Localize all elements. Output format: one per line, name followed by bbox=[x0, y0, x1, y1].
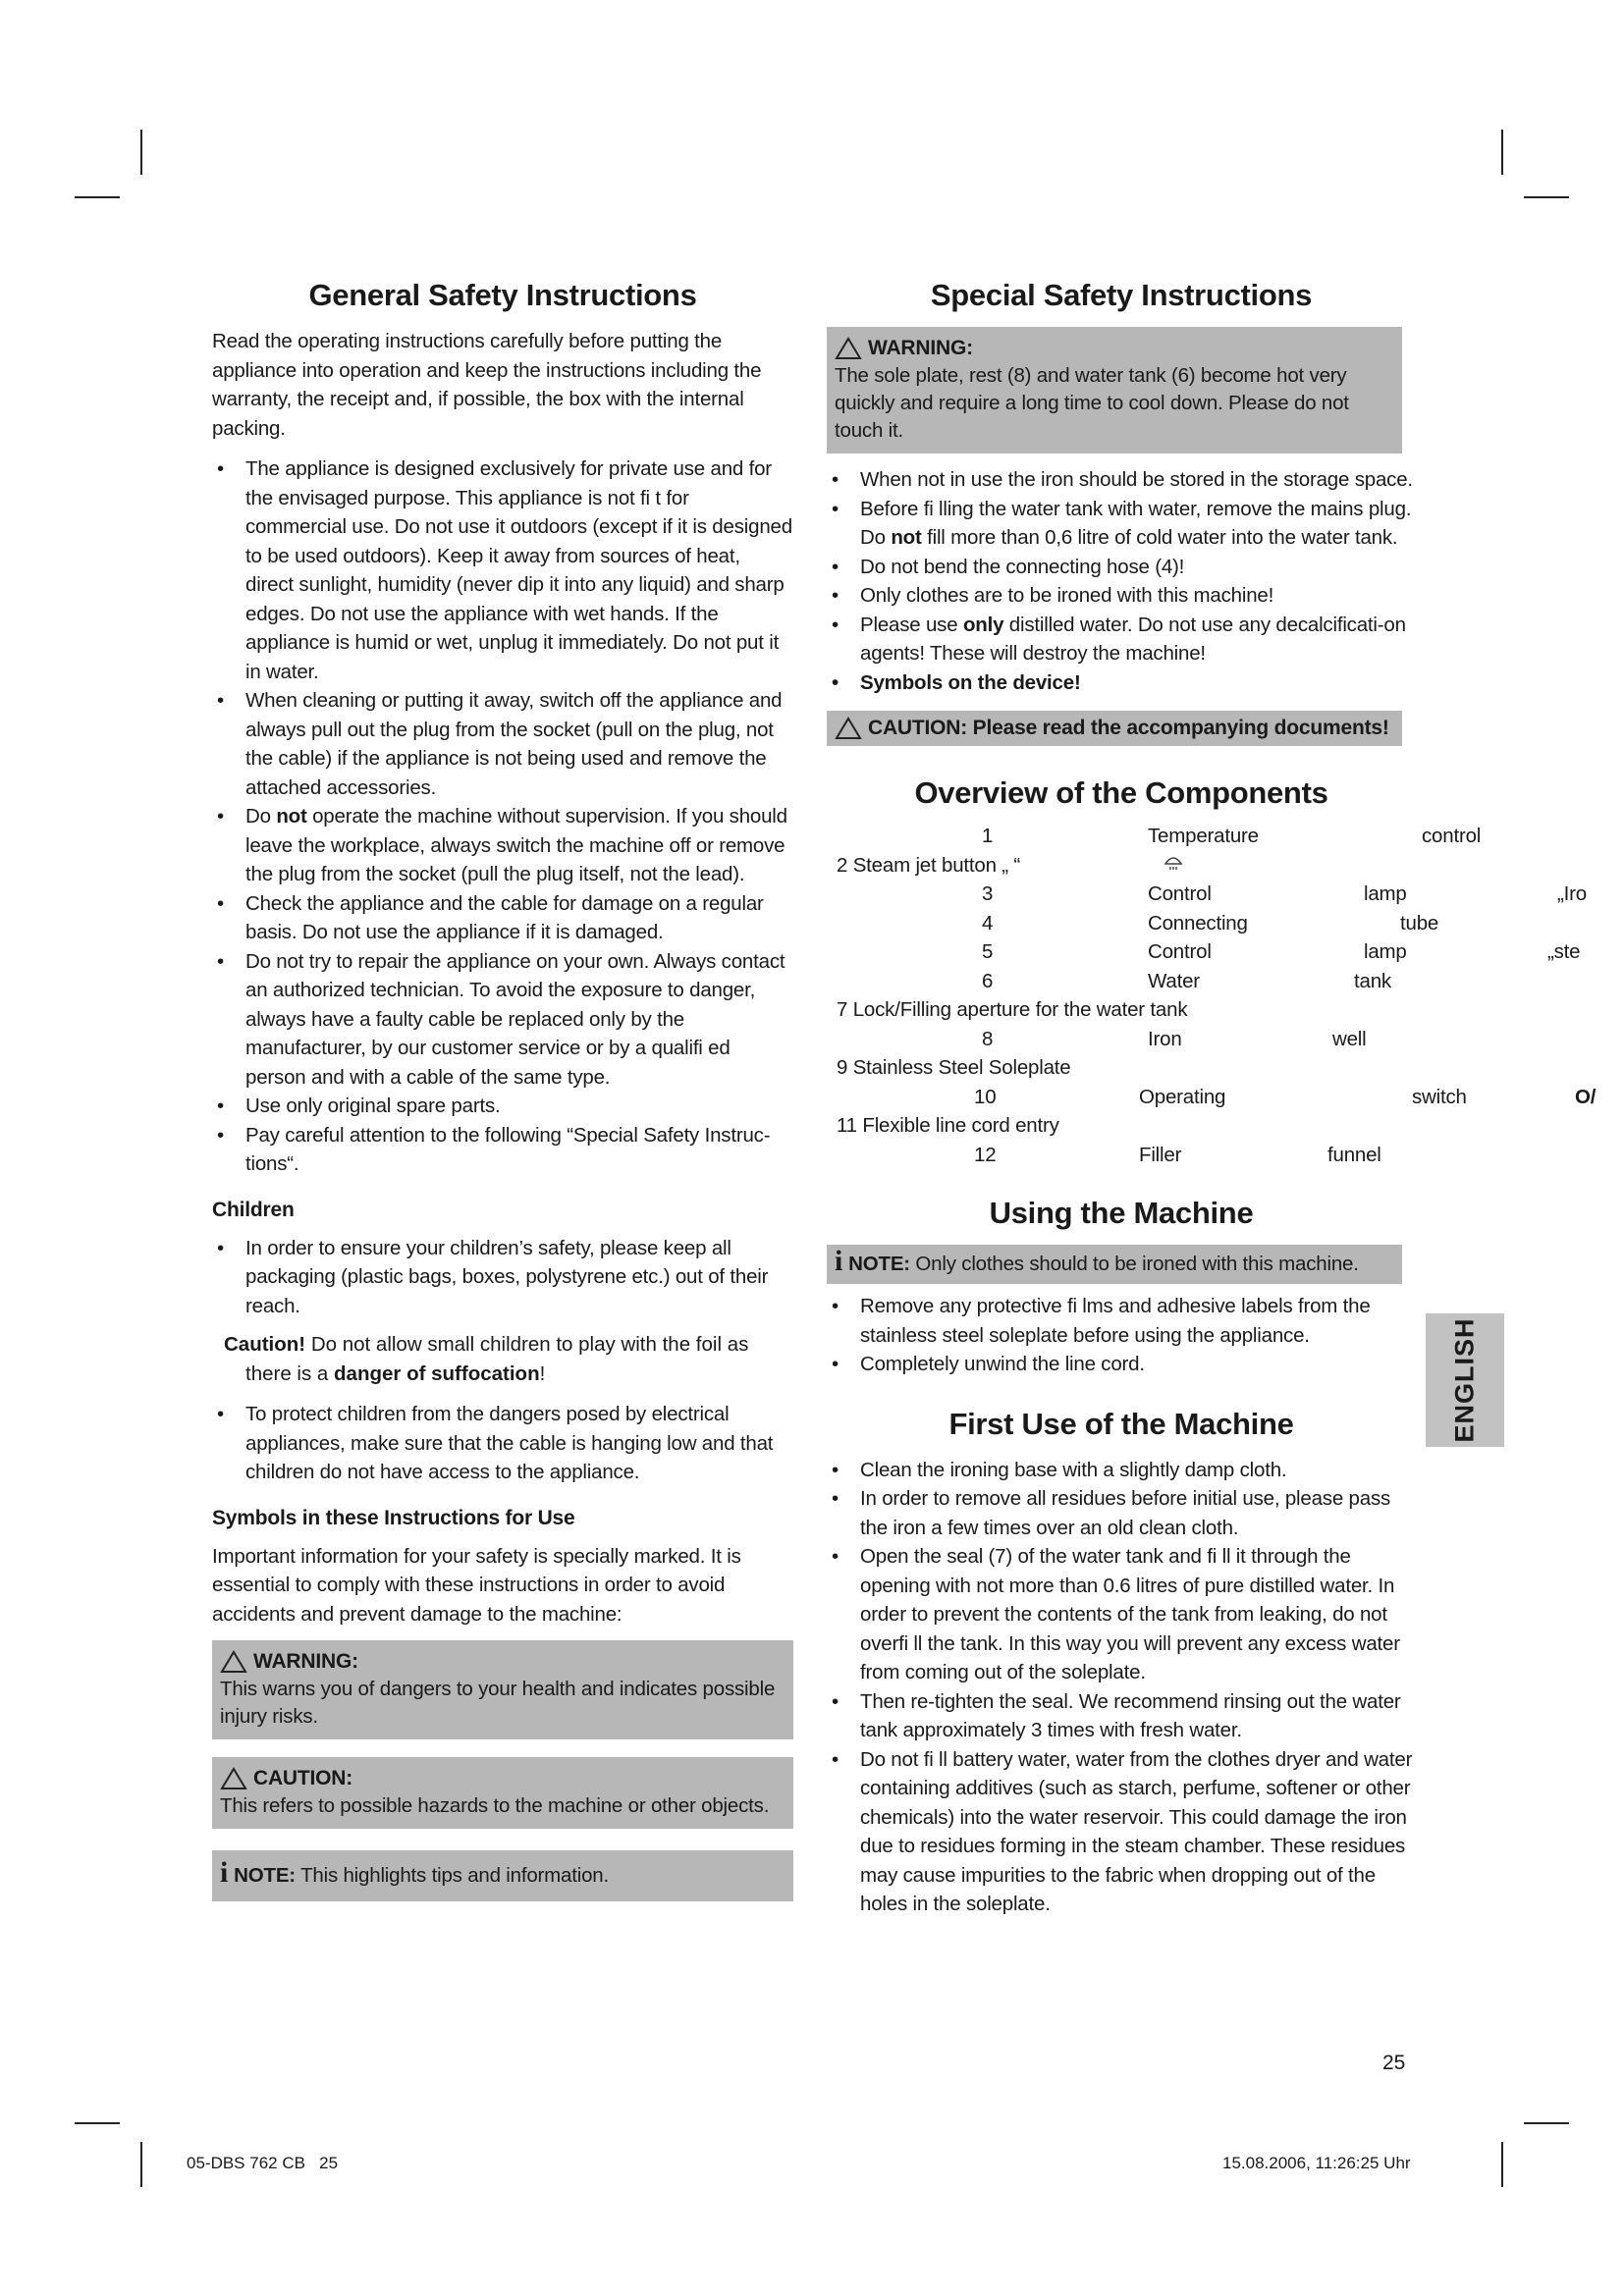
list-item: • Check the appliance and the cable for damage on a regular basis. Do not use the appliance if it is damaged. bbox=[212, 889, 793, 947]
children-caution bbox=[212, 1330, 793, 1388]
list-item: • Pay careful attention to the following “Special Safety Instruc-tions“. bbox=[212, 1121, 793, 1179]
children-list bbox=[212, 1234, 793, 1321]
list-item bbox=[212, 802, 793, 889]
caution-heading: CAUTION: bbox=[253, 1767, 353, 1789]
component-col-2: Iron bbox=[1148, 1028, 1182, 1050]
first-use-list bbox=[827, 1456, 1416, 1919]
list-item: • Do not fi ll battery water, water from the clothes dryer and water containing additives (such as starch, perfume, softener or other chemicals) into the water reservoir. This could damage the iron due to residues forming in the steam chamber. These residues may cause impurities to the fabric when dropping out of the holes in the soleplate. bbox=[827, 1745, 1416, 1919]
component-col-3: switch bbox=[1412, 1086, 1467, 1108]
caution-heading-row bbox=[220, 1765, 785, 1792]
list-item: • Open the seal (7) of the water tank and fi ll it through the opening with not more than 0.6 litres of pure distilled water. In order to prevent the contents of the tank from leaking, do not overfi ll the tank. In this way you will prevent any excess water from coming out of the soleplate. bbox=[827, 1542, 1416, 1687]
children-heading: Children bbox=[212, 1198, 295, 1221]
language-tab-label: ENGLISH bbox=[1449, 1317, 1480, 1443]
list-item: • Do not bend the connecting hose (4)! bbox=[827, 553, 1416, 582]
note-heading: NOTE: bbox=[234, 1864, 296, 1887]
component-col-3: well bbox=[1332, 1028, 1367, 1050]
supervision-pre: Do bbox=[245, 805, 271, 828]
component-col-2: Control bbox=[1148, 882, 1212, 905]
component-col-3: funnel bbox=[1327, 1144, 1381, 1166]
caution-label: Caution! bbox=[224, 1333, 306, 1356]
list-item: • Only clothes are to be ironed with this machine! bbox=[827, 581, 1416, 611]
list-item: • Clean the ironing base with a slightly damp cloth. bbox=[827, 1456, 1416, 1485]
warning-text: This warns you of dangers to your health and indicates possible injury risks. bbox=[220, 1678, 776, 1728]
distilled-pre: Please use bbox=[860, 613, 958, 636]
special-warning-box bbox=[827, 327, 1402, 454]
info-icon: i bbox=[835, 1245, 843, 1277]
component-col-3: tube bbox=[1400, 912, 1439, 934]
supervision-post: operate the machine without supervision. If you should leave the workplace, always switch the machine off or remove the plug from the socket (pull the plug itself, not the lead). bbox=[245, 805, 787, 885]
crop-mark bbox=[1501, 2142, 1503, 2187]
list-item: • Symbols on the device! bbox=[827, 668, 1416, 698]
component-col-2: Filler bbox=[1139, 1144, 1182, 1166]
caution-end: ! bbox=[539, 1362, 546, 1385]
caution-banner bbox=[827, 711, 1402, 746]
component-col-1: 3 bbox=[982, 882, 994, 905]
component-col-4: O/ bbox=[1575, 1086, 1597, 1108]
caution-triangle-icon bbox=[835, 717, 862, 740]
overview-title: Overview of the Components bbox=[914, 775, 1328, 810]
list-item: • In order to remove all residues before initial use, please pass the iron a few times over an old clean cloth. bbox=[827, 1484, 1416, 1542]
caution-box bbox=[212, 1757, 793, 1829]
component-col-3: tank bbox=[1354, 970, 1391, 992]
list-item: • Remove any protective fi lms and adhesive labels from the stainless steel soleplate before using the appliance. bbox=[827, 1292, 1416, 1350]
component-col-3: lamp bbox=[1364, 882, 1407, 905]
component-col-4: „ste bbox=[1547, 940, 1581, 963]
fill-post: fill more than 0,6 litre of cold water into the water tank. bbox=[927, 526, 1398, 549]
distilled-post: distilled water. Do not use any decalcificati-on agents! These will destroy the machine! bbox=[860, 613, 1406, 665]
component-col-3: control bbox=[1422, 825, 1482, 847]
crop-mark bbox=[1524, 196, 1569, 198]
component-col-2: Control bbox=[1148, 940, 1212, 963]
warning-triangle-icon bbox=[220, 1650, 247, 1674]
caution-bold: danger of suffocation bbox=[334, 1362, 540, 1385]
warning-heading: WARNING: bbox=[253, 1650, 358, 1673]
list-item: • To protect children from the dangers posed by electrical appliances, make sure that the cable is hanging low and that children do not have access to the appliance. bbox=[212, 1400, 793, 1487]
page-number: 25 bbox=[1382, 2052, 1406, 2074]
component-col-3: lamp bbox=[1364, 940, 1407, 963]
left-column bbox=[212, 278, 793, 1919]
component-col-2: Temperature bbox=[1148, 825, 1259, 847]
special-safety-title: Special Safety Instructions bbox=[930, 278, 1313, 312]
list-item: • The appliance is designed exclusively for private use and for the envisaged purpose. This appliance is not fi t for commercial use. Do not use it outdoors (except if it is designed to be used outdoors). Keep it away from sources of heat, direct sunlight, humidity (never dip it into any liquid) and sharp edges. Do not use the appliance with wet hands. If the appliance is humid or wet, unplug it immediately. Do not put it in water. bbox=[212, 454, 793, 686]
symbols-heading: Symbols in these Instructions for Use bbox=[212, 1506, 575, 1529]
list-item: • When not in use the iron should be stored in the storage space. bbox=[827, 465, 1416, 495]
component-col-2: Water bbox=[1148, 970, 1200, 992]
caution-triangle-icon bbox=[220, 1767, 247, 1790]
list-item: • Do not try to repair the appliance on your own. Always contact an authorized technician. To avoid the exposure to danger, always have a faulty cable be replaced only by the manufacturer, by our customer service or by a qualifi ed person and with a cable of the same type. bbox=[212, 947, 793, 1093]
steam-icon bbox=[1163, 848, 1184, 870]
component-col-2: Connecting bbox=[1148, 912, 1248, 934]
component-col-1: 9 Stainless Steel Soleplate bbox=[837, 1056, 1071, 1079]
component-col-1: 10 bbox=[974, 1086, 997, 1108]
warning-heading: WARNING: bbox=[868, 337, 973, 359]
list-item bbox=[827, 611, 1416, 668]
crop-mark bbox=[140, 130, 142, 175]
warning-text: The sole plate, rest (8) and water tank (6) become hot very quickly and require a long time to cool down. Please do not touch it. bbox=[835, 364, 1349, 442]
list-item bbox=[827, 495, 1416, 553]
component-col-1: 5 bbox=[982, 940, 994, 963]
info-icon: i bbox=[220, 1856, 229, 1889]
components-overview bbox=[827, 825, 1597, 1178]
note-text: This highlights tips and information. bbox=[300, 1864, 609, 1887]
intro-paragraph: Read the operating instructions carefully before putting the appliance into operation and keep the instructions including the warranty, the receipt and, if possible, the box with the internal packing. bbox=[212, 330, 762, 440]
component-col-2: Operating bbox=[1139, 1086, 1226, 1108]
caution-banner-text: CAUTION: Please read the accompanying documents! bbox=[868, 717, 1389, 739]
crop-mark bbox=[75, 196, 120, 198]
component-col-1: 6 bbox=[982, 970, 994, 992]
list-item: • In order to ensure your children’s safety, please keep all packaging (plastic bags, boxes, polystyrene etc.) out of their reach. bbox=[212, 1234, 793, 1321]
first-use-title: First Use of the Machine bbox=[948, 1406, 1294, 1441]
crop-mark bbox=[1501, 130, 1503, 175]
general-safety-title: General Safety Instructions bbox=[308, 278, 697, 312]
symbols-text: Important information for your safety is specially marked. It is essential to comply with these instructions in order to avoid accidents and prevent damage to the machine: bbox=[212, 1544, 741, 1626]
using-list bbox=[827, 1292, 1416, 1379]
crop-mark bbox=[75, 2122, 120, 2124]
distilled-bold: only bbox=[962, 613, 1004, 636]
using-note-box bbox=[827, 1245, 1402, 1284]
component-col-1: 2 Steam jet button „ “ bbox=[837, 854, 1021, 877]
warning-box bbox=[212, 1640, 793, 1739]
caution-text: This refers to possible hazards to the machine or other objects. bbox=[220, 1794, 770, 1817]
note-text: Only clothes should to be ironed with this machine. bbox=[915, 1253, 1359, 1275]
children-list-2 bbox=[212, 1400, 793, 1487]
component-col-1: 1 bbox=[982, 825, 994, 847]
special-safety-list bbox=[827, 465, 1416, 697]
component-col-1: 12 bbox=[974, 1144, 997, 1166]
footer-right: 15.08.2006, 11:26:25 Uhr bbox=[1222, 2154, 1411, 2172]
footer-left: 05-DBS 762 CB 25 bbox=[187, 2154, 339, 2172]
warning-heading-row bbox=[220, 1648, 785, 1676]
component-col-1: 7 Lock/Filling aperture for the water tank bbox=[837, 998, 1188, 1021]
list-item: • When cleaning or putting it away, switch off the appliance and always pull out the plug from the socket (pull on the plug, not the cable) if the appliance is not being used and remove the attached accessories. bbox=[212, 686, 793, 802]
component-col-1: 4 bbox=[982, 912, 994, 934]
component-col-4: „Iro bbox=[1557, 882, 1587, 905]
fill-text: Before fi lling the water tank with water, remove the mains plug. Do bbox=[860, 497, 1412, 549]
list-item: • Use only original spare parts. bbox=[212, 1092, 793, 1121]
list-item: • Completely unwind the line cord. bbox=[827, 1350, 1416, 1379]
component-col-1: 11 Flexible line cord entry bbox=[837, 1114, 1059, 1137]
language-tab bbox=[1426, 1313, 1504, 1447]
crop-mark bbox=[1524, 2122, 1569, 2124]
warning-heading-row bbox=[835, 335, 1394, 362]
crop-mark bbox=[140, 2142, 142, 2187]
caution-text: Do not allow small children to play with the foil as there is a bbox=[245, 1333, 749, 1385]
supervision-bold: not bbox=[276, 805, 307, 828]
using-title: Using the Machine bbox=[989, 1196, 1254, 1230]
warning-triangle-icon bbox=[835, 337, 862, 360]
general-safety-list bbox=[212, 454, 793, 1179]
caution-banner-row bbox=[835, 715, 1394, 742]
component-col-1: 8 bbox=[982, 1028, 994, 1050]
fill-bold: not bbox=[891, 526, 922, 549]
list-item: • Then re-tighten the seal. We recommend rinsing out the water tank approximately 3 times with fresh water. bbox=[827, 1687, 1416, 1745]
note-box bbox=[212, 1850, 793, 1901]
note-heading: NOTE: bbox=[848, 1253, 910, 1275]
